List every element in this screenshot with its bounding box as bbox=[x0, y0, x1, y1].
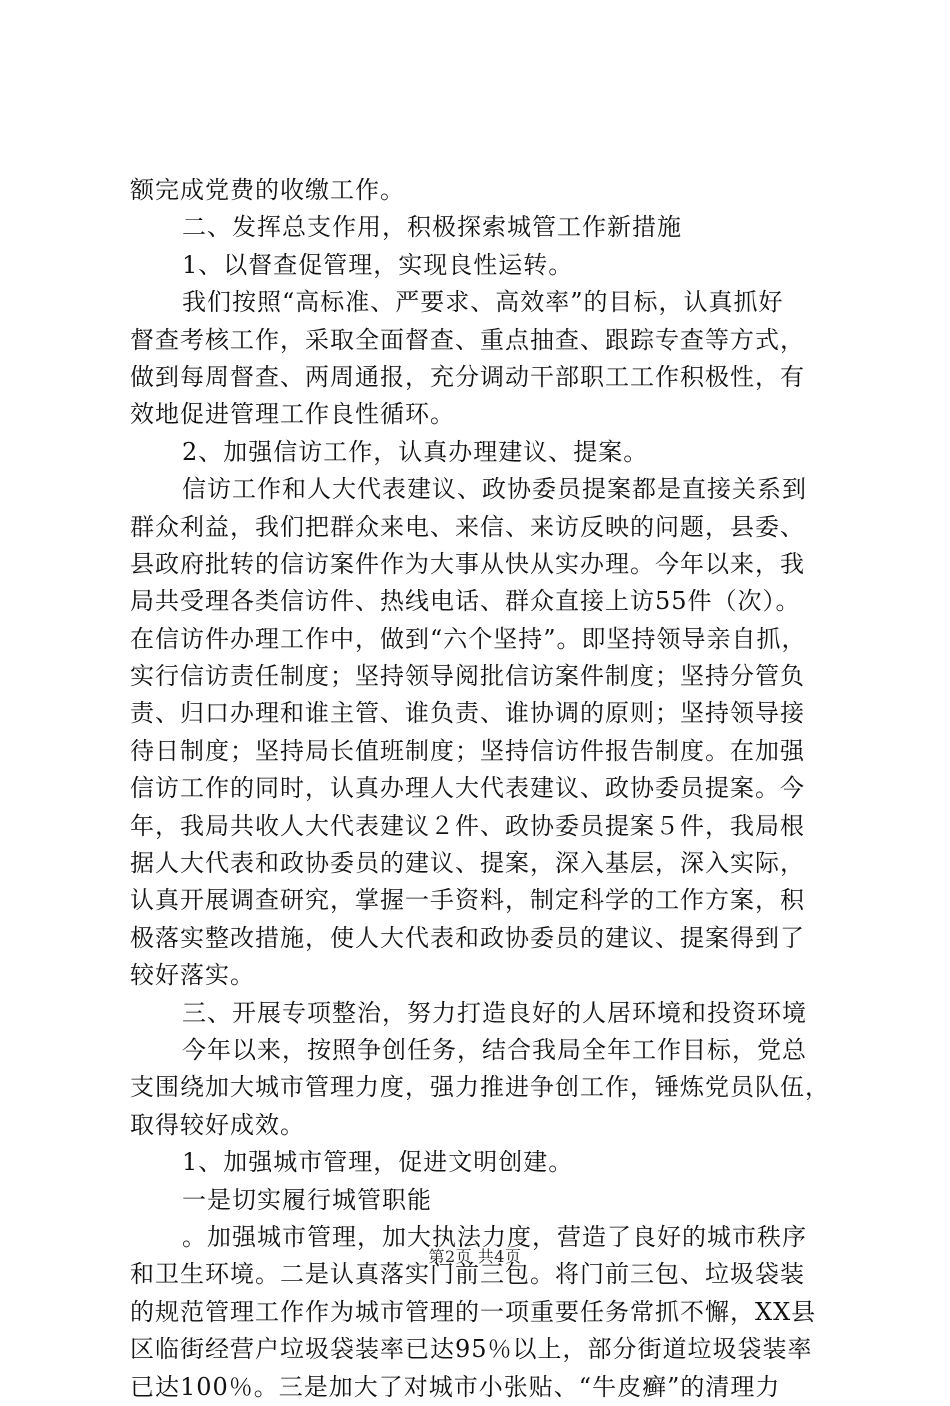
text-line: 做到每周督查、两周通报，充分调动干部职工工作积极性，有 bbox=[130, 362, 805, 391]
text-line: 。加强城市管理，加大执法力度，营造了良好的城市秩序 bbox=[182, 1222, 807, 1251]
text-line: 年，我局共收人大代表建议２件、政协委员提案５件，我局根 bbox=[130, 811, 805, 840]
text-line: 实行信访责任制度；坚持领导阅批信访案件制度；坚持分管负 bbox=[130, 662, 805, 691]
text-line: 待日制度；坚持局长值班制度；坚持信访件报告制度。在加强 bbox=[130, 736, 805, 765]
text-line: 一是切实履行城管职能 bbox=[182, 1185, 432, 1214]
text-line: 较好落实。 bbox=[130, 961, 255, 990]
text-line: 据人大代表和政协委员的建议、提案，深入基层，深入实际， bbox=[130, 849, 805, 878]
text-line: 信访工作的同时，认真办理人大代表建议、政协委员提案。今 bbox=[130, 774, 805, 803]
text-line: 群众利益，我们把群众来电、来信、来访反映的问题，县委、 bbox=[130, 512, 805, 541]
subsection-heading: 1、加强城市管理，促进文明创建。 bbox=[182, 1148, 574, 1177]
text-line: 局共受理各类信访件、热线电话、群众直接上访55件（次）。 bbox=[130, 587, 801, 616]
section-heading: 三、开展专项整治，努力打造良好的人居环境和投资环境 bbox=[182, 998, 807, 1027]
text-line: 认真开展调查研究，掌握一手资料，制定科学的工作方案，积 bbox=[130, 886, 805, 915]
text-line: 信访工作和人大代表建议、政协委员提案都是直接关系到 bbox=[182, 475, 807, 504]
page-number-footer: 第2页 共4页 bbox=[428, 1247, 522, 1266]
text-line: 已达100％。三是加大了对城市小张贴、“牛皮癣”的清理力 bbox=[130, 1372, 781, 1401]
text-line: 在信访件办理工作中，做到“六个坚持”。即坚持领导亲自抓， bbox=[130, 624, 807, 653]
text-line: 责、归口办理和谁主管、谁负责、谁协调的原则；坚持领导接 bbox=[130, 699, 805, 728]
text-line: 我们按照“高标准、严要求、高效率”的目标，认真抓好 bbox=[182, 288, 784, 317]
text-line: 极落实整改措施，使人大代表和政协委员的建议、提案得到了 bbox=[130, 923, 805, 952]
text-line: 区临街经营户垃圾袋装率已达95％以上，部分街道垃圾袋装率 bbox=[130, 1335, 813, 1364]
text-line: 今年以来，按照争创任务，结合我局全年工作目标，党总 bbox=[182, 1035, 807, 1064]
section-heading: 二、发挥总支作用，积极探索城管工作新措施 bbox=[182, 213, 682, 242]
text-line: 县政府批转的信访案件作为大事从快从实办理。今年以来，我 bbox=[130, 549, 805, 578]
text-line: 的规范管理工作作为城市管理的一项重要任务常抓不懈，XX县 bbox=[130, 1297, 817, 1326]
subsection-heading: 1、以督查促管理，实现良性运转。 bbox=[182, 250, 574, 279]
text-line: 督查考核工作，采取全面督查、重点抽查、跟踪专查等方式， bbox=[130, 325, 805, 354]
subsection-heading: 2、加强信访工作，认真办理建议、提案。 bbox=[182, 437, 649, 466]
text-line: 取得较好成效。 bbox=[130, 1110, 305, 1139]
text-line: 效地促进管理工作良性循环。 bbox=[130, 400, 455, 429]
text-line: 额完成党费的收缴工作。 bbox=[130, 176, 405, 204]
text-line: 和卫生环境。二是认真落实门前三包。将门前三包、垃圾袋装 bbox=[130, 1260, 805, 1289]
text-line: 支围绕加大城市管理力度，强力推进争创工作，锤炼党员队伍， bbox=[130, 1073, 830, 1102]
document-body bbox=[130, 172, 830, 1406]
